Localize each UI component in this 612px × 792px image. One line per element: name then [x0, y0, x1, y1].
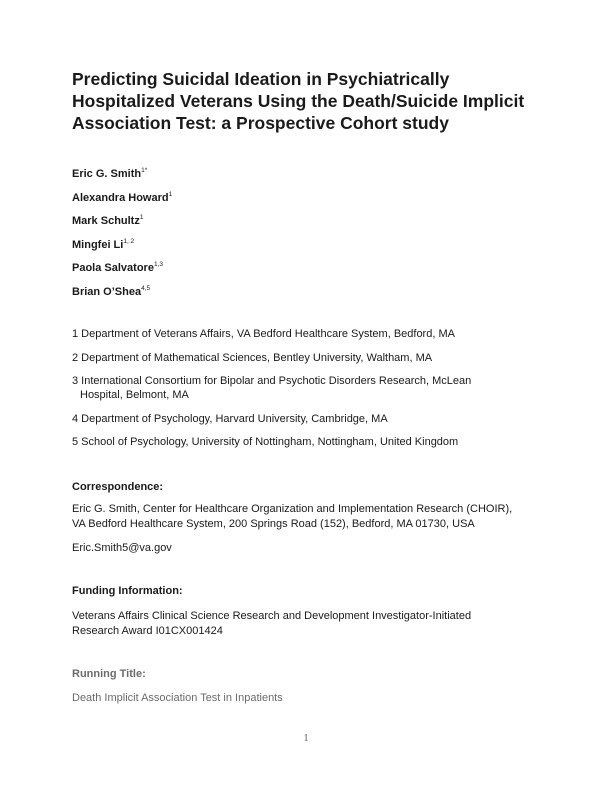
- author-affiliation-marker: 4,5: [141, 284, 151, 292]
- title-line-3: Association Test: a Prospective Cohort study: [72, 113, 449, 133]
- author-affiliation-marker: 1: [139, 214, 144, 222]
- affiliation-2: 2 Department of Mathematical Sciences, Bentley University, Waltham, MA: [72, 351, 433, 364]
- author-affiliation-marker: 1*: [141, 167, 148, 174]
- affiliation-5: 5 School of Psychology, University of Nottingham, Nottingham, United Kingdom: [72, 436, 459, 448]
- funding-text: [72, 609, 471, 639]
- author-item: [72, 167, 172, 191]
- correspondence-email[interactable]: Eric.Smith5@va.gov: [72, 542, 172, 554]
- affiliation-3: [72, 374, 552, 402]
- author-item: [72, 285, 172, 309]
- correspondence-line-2: VA Bedford Healthcare System, 200 Springs Road (152), Bedford, MA 01730, USA: [72, 518, 475, 530]
- correspondence-line-1: Eric G. Smith, Center for Healthcare Organization and Implementation Research (CHOIR),: [72, 503, 513, 515]
- funding-line-1: Veterans Affairs Clinical Science Research and Development Investigator-Initiated: [72, 610, 472, 622]
- author-name: Alexandra Howard: [72, 191, 169, 204]
- author-affiliation-marker: 1, 2: [123, 237, 135, 245]
- author-item: [72, 191, 172, 215]
- affiliation-3-line-2: Hospital, Belmont, MA: [80, 389, 189, 401]
- funding-heading: Funding Information:: [72, 585, 183, 597]
- author-name: Paola Salvatore: [72, 262, 154, 275]
- author-name: Mingfei Li: [72, 238, 124, 251]
- author-item: [72, 214, 172, 238]
- author-name: Eric G. Smith: [72, 168, 142, 180]
- author-affiliation-marker: 1,3: [153, 261, 163, 269]
- author-item: [72, 238, 172, 262]
- affiliation-1: 1 Department of Veterans Affairs, VA Bedford Healthcare System, Bedford, MA: [72, 328, 455, 340]
- page-number: 1: [303, 733, 309, 744]
- affiliation-list: [72, 327, 552, 459]
- funding-line-2: Research Award I01CX001424: [72, 625, 223, 637]
- title-line-1: Predicting Suicidal Ideation in Psychiatrically: [72, 69, 450, 89]
- author-name: Mark Schultz: [72, 215, 140, 228]
- affiliation-4: 4 Department of Psychology, Harvard University, Cambridge, MA: [72, 412, 388, 425]
- author-name: Brian O’Shea: [72, 285, 142, 298]
- correspondence-address: [72, 502, 512, 532]
- author-affiliation-marker: 1: [168, 190, 173, 198]
- author-list: [72, 167, 172, 309]
- running-title-text: Death Implicit Association Test in Inpatients: [72, 692, 283, 704]
- correspondence-heading: Correspondence:: [72, 481, 164, 493]
- title-line-2: Hospitalized Veterans Using the Death/Suicide Implicit: [72, 91, 525, 111]
- paper-title: [72, 68, 542, 134]
- affiliation-3-line-1: 3 International Consortium for Bipolar and Psychotic Disorders Research, McLean: [72, 375, 472, 387]
- author-item: [72, 261, 172, 285]
- running-title-heading: Running Title:: [72, 668, 146, 680]
